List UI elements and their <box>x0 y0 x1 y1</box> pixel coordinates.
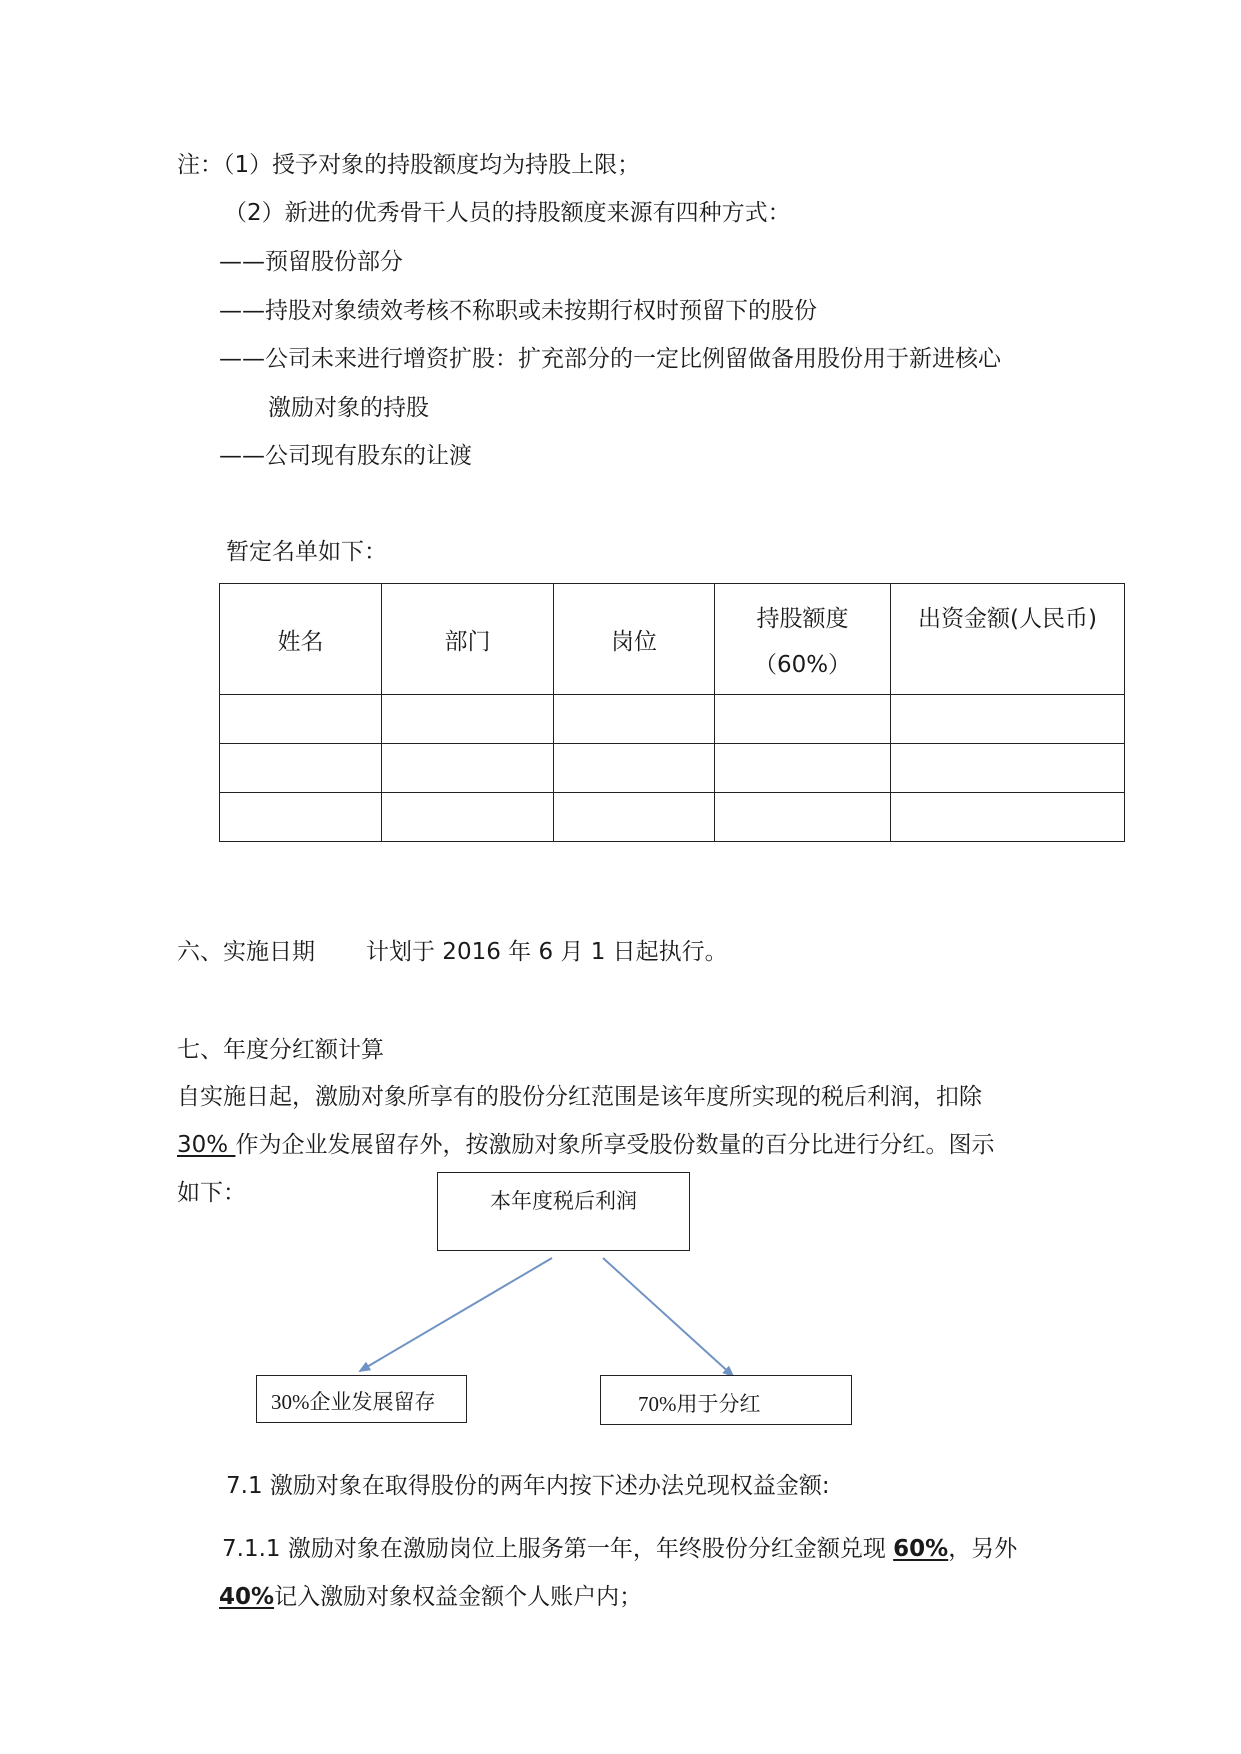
header-name: 姓名 <box>220 584 382 695</box>
retention-percent: 30% <box>177 1132 236 1158</box>
section-7-para-line-1: 自实施日起，激励对象所享有的股份分红范围是该年度所实现的税后利润，扣除 <box>177 1084 982 1110</box>
header-quota-pct: （60%） <box>753 652 852 678</box>
section-7-para-line-2-rest: 作为企业发展留存外，按激励对象所享受股份数量的百分比进行分红。图示 <box>235 1132 995 1158</box>
diagram-left-label: 30%企业发展留存 <box>271 1390 436 1414</box>
section-7-title: 七、年度分红额计算 <box>177 1037 384 1063</box>
header-quota-label: 持股额度 <box>756 606 849 632</box>
diagram-root-box <box>437 1172 690 1251</box>
source-2: ——持股对象绩效考核不称职或未按期行权时预留下的股份 <box>219 298 817 324</box>
account-percent: 40% <box>219 1584 275 1610</box>
roster-caption: 暂定名单如下： <box>226 539 387 565</box>
notes-label: 注： <box>177 152 223 178</box>
note-2: （2）新进的优秀骨干人员的持股额度来源有四种方式： <box>224 200 791 226</box>
section-6-text: 计划于 2016 年 6 月 1 日起执行。 <box>366 939 728 965</box>
note-1: （1）授予对象的持股额度均为持股上限； <box>223 152 641 178</box>
cash-percent: 60% <box>893 1536 949 1562</box>
clause-7-1-1-line-1 <box>222 1534 1017 1564</box>
source-3: ——公司未来进行增资扩股：扩充部分的一定比例留做备用股份用于新进核心 <box>219 346 1001 372</box>
clause-7-1-1-rest: 记入激励对象权益金额个人账户内； <box>274 1584 643 1610</box>
source-1: ——预留股份部分 <box>219 249 403 275</box>
clause-7-1: 7.1 激励对象在取得股份的两年内按下述办法兑现权益金额: <box>226 1473 830 1499</box>
header-dept: 部门 <box>382 584 554 695</box>
header-amount: 出资金额(人民币) <box>891 584 1125 695</box>
clause-7-1-1-separator: ，另外 <box>948 1536 1018 1562</box>
diagram-root-label: 本年度税后利润 <box>490 1189 637 1213</box>
source-3-continued: 激励对象的持股 <box>268 395 429 421</box>
diagram-left-box <box>256 1375 467 1423</box>
section-6-title: 六、实施日期 <box>177 939 315 965</box>
diagram-right-box <box>600 1375 852 1425</box>
clause-7-1-1-line-2 <box>219 1582 642 1612</box>
diagram-right-label: 70%用于分红 <box>638 1392 761 1416</box>
arrow-to-dividend <box>603 1258 733 1376</box>
section-7-para-line-3: 如下： <box>177 1180 246 1206</box>
source-4: ——公司现有股东的让渡 <box>219 443 472 469</box>
clause-7-1-1-text: 7.1.1 激励对象在激励岗位上服务第一年，年终股份分红金额兑现 <box>222 1536 894 1562</box>
arrow-to-retention <box>360 1258 552 1371</box>
header-post: 岗位 <box>554 584 715 695</box>
